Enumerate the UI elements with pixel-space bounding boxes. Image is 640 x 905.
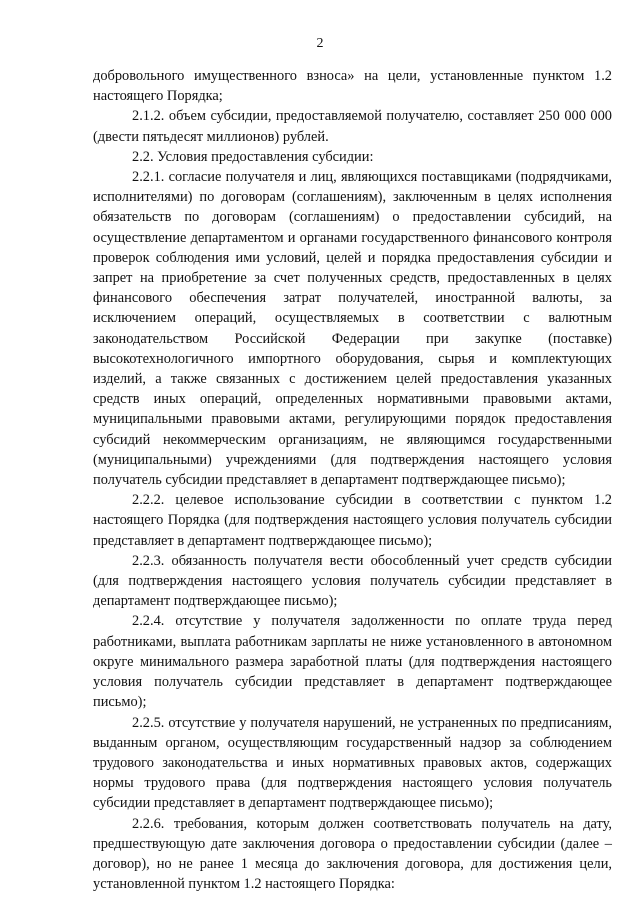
paragraph-2-1-2: 2.1.2. объем субсидии, предоставляемой получателю, составляет 250 000 000 (двести пятьдесят миллионов) рублей.: [93, 108, 612, 145]
paragraph-2-2: 2.2. Условия предоставления субсидии:: [132, 148, 374, 165]
paragraph-2-2-4: 2.2.4. отсутствие у получателя задолженности по оплате труда перед работниками, выплата работникам зарплаты не ниже установленного в автономном округе минимального размера заработной платы (для подтверждения настоящего условия получатель субсидии представляет в департамент подтверждающее письмо);: [93, 613, 612, 711]
paragraph-2-2-1: 2.2.1. согласие получателя и лиц, являющихся поставщиками (подрядчиками, исполнителями) по договорам (соглашениям), заключенным в целях исполнения обязательств по договорам (соглашениям) о предоставлении субсидий, на осуществление департаментом и органами государственного финансового контроля проверок соблюдения ими условий, целей и порядка предоставления субсидии и запрет на приобретение за счет полученных средств, предоставленных в целях финансового обеспечения затрат получателей, иностранной валюты, за исключением операций, осуществляемых в соответствии с валютным законодательством Российской Федерации при закупке (поставке) высокотехнологичного импортного оборудования, сырья и комплектующих изделий, а также связанных с достижением целей предоставления указанных средств иных операций, определенных нормативными правовыми актами, муниципальными правовыми актами, регулирующими порядок предоставления субсидий некоммерческим организациям, не являющимся государственными (муниципальными) учреждениями (для подтверждения настоящего условия получатель субсидии представляет в департамент подтверждающее письмо);: [93, 169, 612, 489]
document-body: [93, 66, 612, 894]
paragraph-2-2-2: 2.2.2. целевое использование субсидии в соответствии с пунктом 1.2 настоящего Порядка (для подтверждения настоящего условия получатель субсидии представляет в департамент подтверждающее письмо);: [93, 492, 612, 549]
paragraph-2-2-3: 2.2.3. обязанность получателя вести обособленный учет средств субсидии (для подтверждения настоящего условия получатель субсидии представляет в департамент подтверждающее письмо);: [93, 552, 612, 610]
paragraph-2-2-6: 2.2.6. требования, которым должен соответствовать получатель на дату, предшествующую дате заключения договора о предоставлении субсидии (далее – договор), но не ранее 1 месяца до заключения договора, для достижения цели, установленной пунктом 1.2 настоящего Порядка:: [93, 815, 612, 893]
paragraph-2-2-5: 2.2.5. отсутствие у получателя нарушений, не устраненных по предписаниям, выданным органом, осуществляющим государственный надзор за соблюдением трудового законодательства и иных нормативных правовых актов, содержащих нормы трудового права (для подтверждения настоящего условия получатель субсидии представляет в департамент подтверждающее письмо);: [93, 714, 612, 812]
paragraph-continuation: добровольного имущественного взноса» на цели, установленные пунктом 1.2 настоящего Порядка;: [93, 68, 612, 105]
page-number: 2: [316, 36, 324, 51]
